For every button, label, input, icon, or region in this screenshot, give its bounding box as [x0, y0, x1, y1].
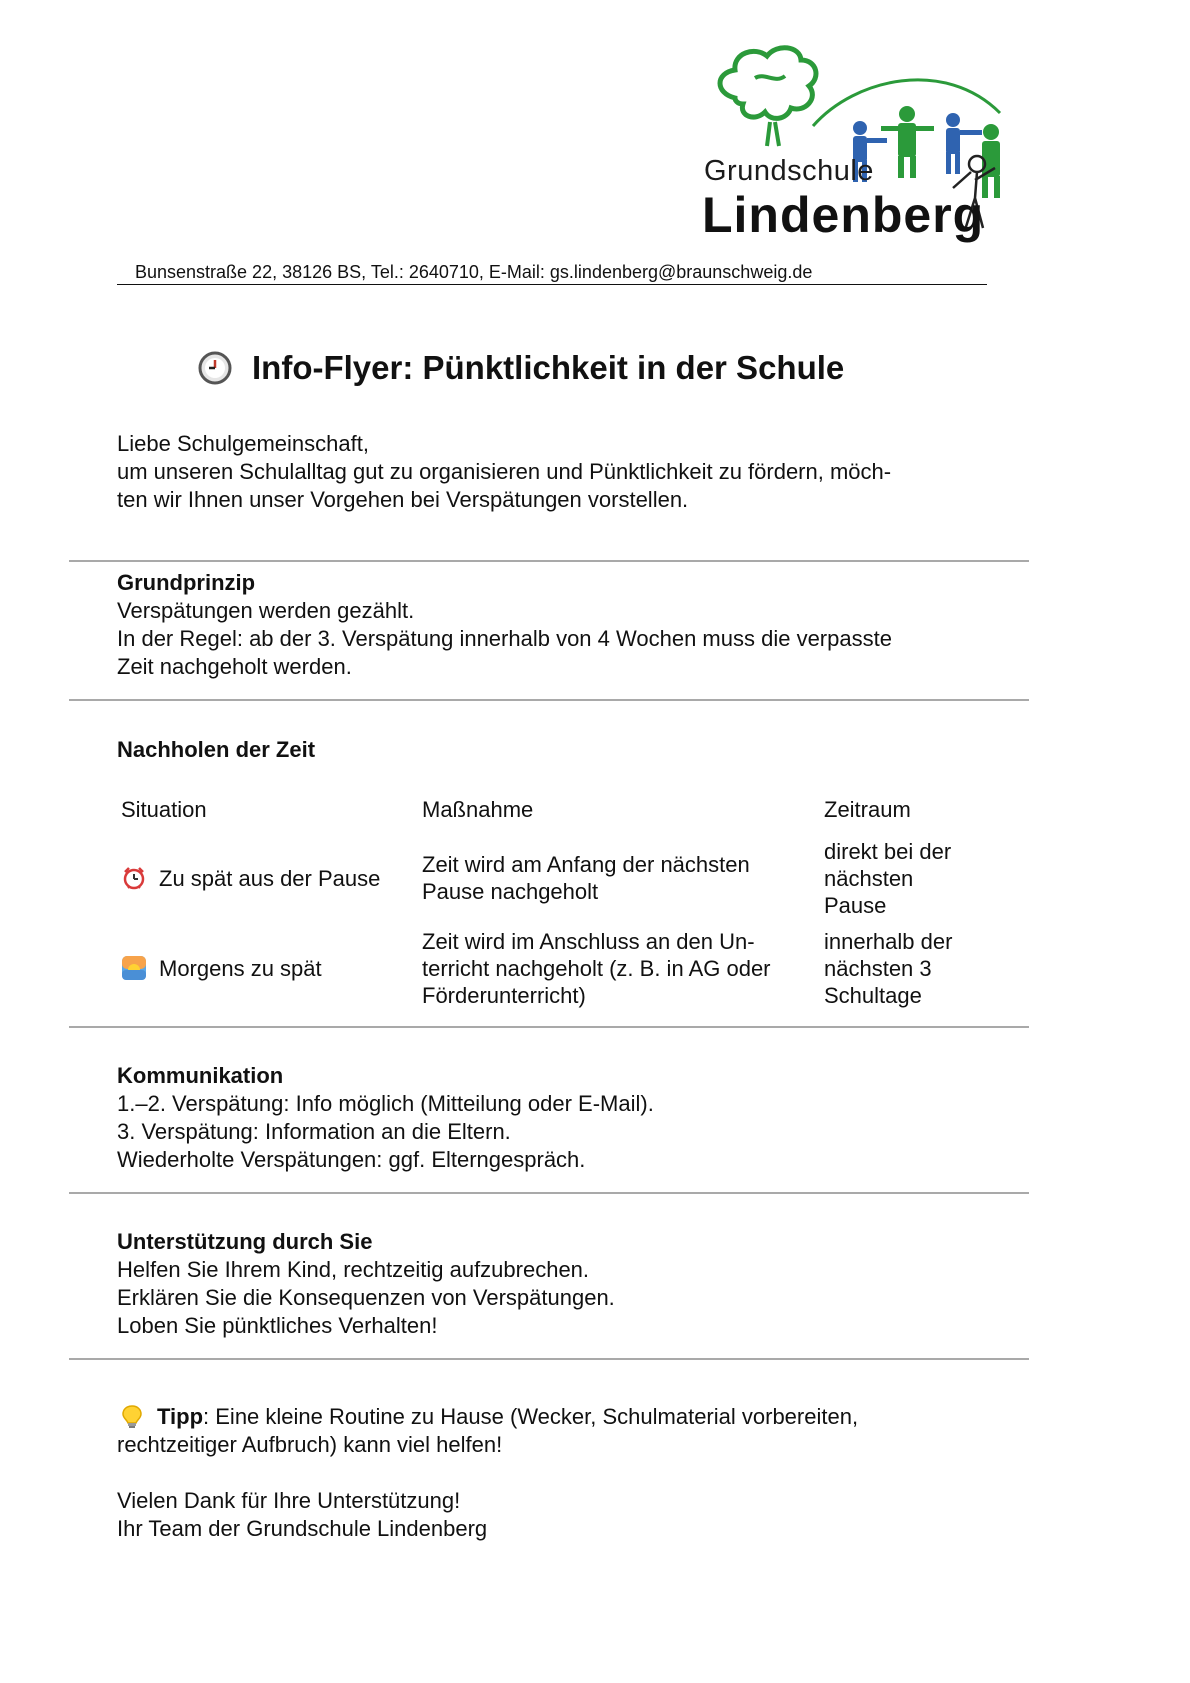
massnahme-line: Pause nachgeholt	[422, 879, 599, 904]
title-row	[198, 347, 844, 389]
section-nachholen	[117, 736, 315, 764]
zeitraum-line: nächsten 3	[824, 955, 932, 981]
situation-text: Morgens zu spät	[159, 955, 322, 981]
zeitraum-cell	[820, 833, 1024, 923]
intro-greeting: Liebe Schulgemeinschaft,	[117, 431, 369, 456]
section-tipp	[117, 1403, 858, 1459]
section-line: Loben Sie pünktliches Verhalten!	[117, 1313, 438, 1338]
situation-cell	[117, 833, 418, 923]
zeitraum-line: Pause	[824, 892, 887, 918]
intro-line: um unseren Schulalltag gut zu organisieren und Pünktlichkeit zu fördern, möch-	[117, 459, 892, 484]
section-heading: Unterstützung durch Sie	[117, 1229, 373, 1254]
section-line: 1.–2. Verspätung: Info möglich (Mitteilung oder E-Mail).	[117, 1091, 654, 1116]
massnahme-line: Zeit wird im Anschluss an den Un-	[422, 928, 755, 954]
section-line: Wiederholte Verspätungen: ggf. Elterngespräch.	[117, 1147, 586, 1172]
section-divider	[69, 1026, 1029, 1028]
table-row	[117, 833, 1024, 923]
massnahme-line: Zeit wird am Anfang der nächsten	[422, 852, 750, 877]
section-line: Verspätungen werden gezählt.	[117, 598, 415, 623]
logo-school-name: Lindenberg	[702, 187, 985, 243]
clock-icon	[198, 351, 232, 385]
section-line: Zeit nachgeholt werden.	[117, 654, 352, 679]
lightbulb-icon	[121, 1404, 143, 1430]
intro-line: ten wir Ihnen unser Vorgehen bei Verspätungen vorstellen.	[117, 487, 689, 512]
section-kommunikation	[117, 1062, 654, 1174]
section-divider	[69, 1358, 1029, 1360]
section-heading: Kommunikation	[117, 1063, 284, 1088]
school-logo	[695, 38, 1095, 258]
section-line: In der Regel: ab der 3. Verspätung innerhalb von 4 Wochen muss die verpasste	[117, 626, 892, 651]
column-header: Maßnahme	[422, 797, 534, 822]
section-heading: Grundprinzip	[117, 570, 256, 595]
school-address: Bunsenstraße 22, 38126 BS, Tel.: 2640710, E-Mail: gs.lindenberg@braunschweig.de	[135, 262, 813, 282]
tipp-label: Tipp	[157, 1404, 204, 1429]
section-line: Erklären Sie die Konsequenzen von Verspätungen.	[117, 1285, 615, 1310]
address-bar	[117, 262, 987, 285]
tipp-text: rechtzeitiger Aufbruch) kann viel helfen!	[117, 1432, 503, 1457]
situation-text: Zu spät aus der Pause	[159, 865, 381, 891]
section-line: 3. Verspätung: Information an die Eltern.	[117, 1119, 511, 1144]
section-divider	[69, 699, 1029, 701]
closing-text	[117, 1487, 487, 1543]
closing-line: Vielen Dank für Ihre Unterstützung!	[117, 1488, 461, 1513]
massnahme-line: terricht nachgeholt (z. B. in AG oder	[422, 955, 771, 981]
zeitraum-line: innerhalb der	[824, 928, 953, 954]
nachholen-table	[117, 796, 1024, 1013]
section-line: Helfen Sie Ihrem Kind, rechtzeitig aufzubrechen.	[117, 1257, 590, 1282]
sunrise-icon	[121, 955, 147, 981]
massnahme-line: Förderunterricht)	[422, 982, 586, 1008]
massnahme-cell	[418, 833, 820, 923]
section-unterstuetzung	[117, 1228, 615, 1340]
situation-cell	[117, 923, 418, 1013]
section-heading: Nachholen der Zeit	[117, 737, 316, 762]
table-row	[117, 923, 1024, 1013]
alarm-clock-icon	[121, 865, 147, 891]
tipp-text: : Eine kleine Routine zu Hause (Wecker, Schulmaterial vorbereiten,	[203, 1404, 859, 1429]
zeitraum-line: nächsten	[824, 865, 914, 891]
zeitraum-line: direkt bei der	[824, 838, 952, 864]
zeitraum-line: Schultage	[824, 982, 922, 1008]
closing-line: Ihr Team der Grundschule Lindenberg	[117, 1516, 488, 1541]
logo-school-type: Grundschule	[704, 155, 874, 187]
section-divider	[69, 560, 1029, 562]
zeitraum-cell	[820, 923, 1024, 1013]
section-grundprinzip	[117, 569, 892, 681]
section-divider	[69, 1192, 1029, 1194]
intro-text	[117, 430, 891, 514]
table-header-row	[117, 796, 1024, 833]
massnahme-cell	[418, 923, 820, 1013]
page-title: Info-Flyer: Pünktlichkeit in der Schule	[252, 349, 845, 386]
column-header: Situation	[121, 797, 207, 822]
column-header: Zeitraum	[824, 797, 911, 822]
